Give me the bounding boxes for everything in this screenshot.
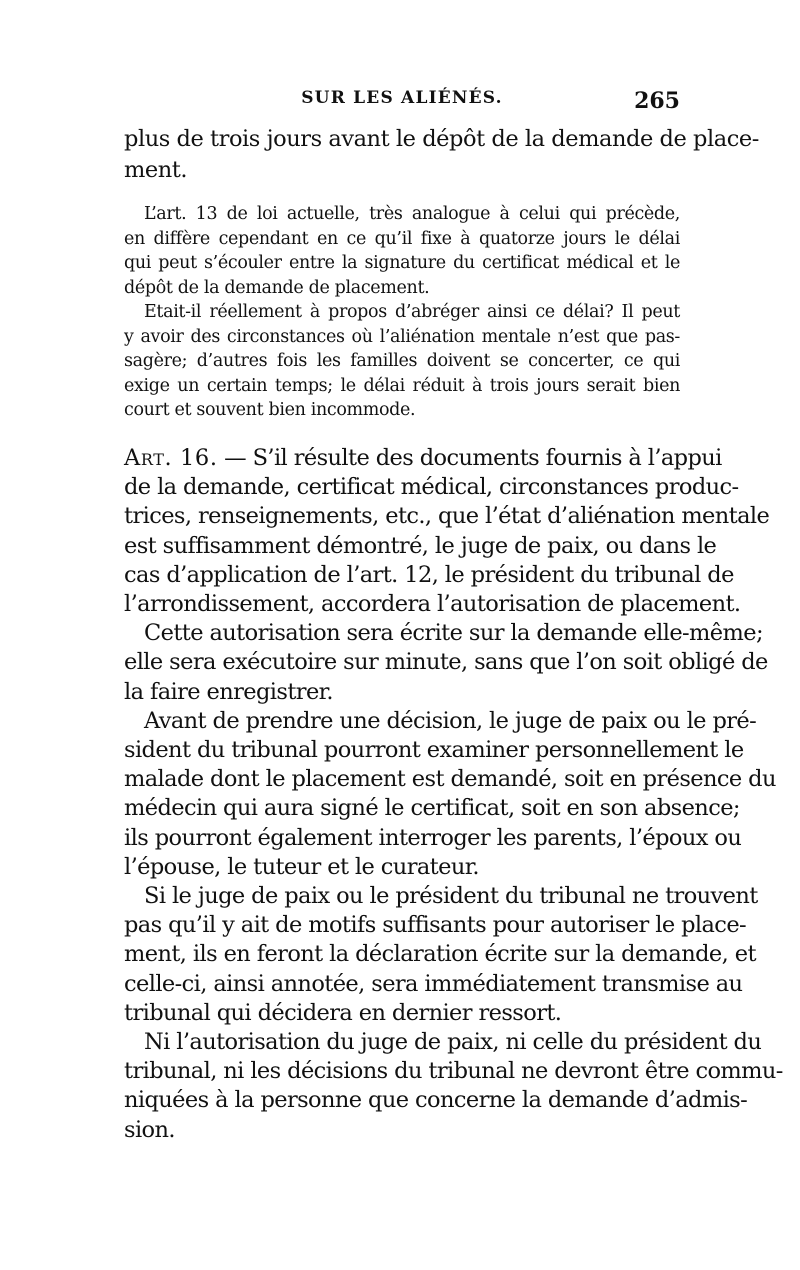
text-line: Etait-il réellement à propos d’abréger ainsi ce délai? Il peut — [144, 302, 680, 322]
text-line: ils pourront également interroger les parents, l’époux ou — [124, 824, 742, 851]
text-line: l’épouse, le tuteur et le curateur. — [124, 853, 479, 880]
text-line: la faire enregistrer. — [124, 678, 333, 705]
text-line: qui peut s’écouler entre la signature du certificat médical et le — [124, 253, 680, 273]
text-line: pas qu’il y ait de motifs suffisants pour autoriser le place- — [124, 912, 747, 939]
text-line: Avant de prendre une décision, le juge de paix ou le pré- — [144, 707, 757, 734]
text-line: en diffère cependant en ce qu’il fixe à quatorze jours le délai — [124, 228, 680, 249]
text-line: Cette autorisation sera écrite sur la demande elle-même; — [144, 620, 763, 647]
text-line: niquées à la personne que concerne la demande d’admis- — [124, 1087, 748, 1114]
text-line: elle sera exécutoire sur minute, sans que l’on soit obligé de — [124, 649, 768, 676]
text-line: L’art. 13 de loi actuelle, très analogue à celui qui précède, — [144, 204, 680, 224]
text-line: sion. — [124, 1116, 175, 1143]
text-line: de la demande, certificat médical, circonstances produc- — [124, 474, 739, 501]
text-line: ment, ils en feront la déclaration écrite sur la demande, et — [124, 941, 756, 968]
text-line: dépôt de la demande de placement. — [124, 277, 430, 298]
text-line: plus de trois jours avant le dépôt de la demande de place- — [124, 126, 759, 152]
page-number: 265 — [634, 88, 680, 114]
article-16 — [124, 444, 783, 1145]
text-line: y avoir des circonstances où l’aliénation mentale n’est que pas- — [124, 326, 680, 347]
text-line: Ni l’autorisation du juge de paix, ni celle du président du — [144, 1029, 762, 1056]
text-line: celle-ci, ainsi annotée, sera immédiatement transmise au — [124, 970, 743, 997]
text-line: Si le juge de paix ou le président du tribunal ne trouvent — [144, 883, 758, 910]
article-heading-line — [124, 444, 722, 473]
text-line: tribunal, ni les décisions du tribunal ne devront être commu- — [124, 1058, 783, 1085]
running-head — [124, 88, 680, 118]
text-line: ment. — [124, 157, 188, 183]
text-line: tribunal qui décidera en dernier ressort. — [124, 999, 562, 1026]
text-line: est suffisamment démontré, le juge de paix, ou dans le — [124, 532, 717, 559]
text-line: sagère; d’autres fois les familles doivent se concerter, ce qui — [124, 351, 680, 371]
text-line: sident du tribunal pourront examiner personnellement le — [124, 737, 744, 764]
text-line: l’arrondissement, accordera l’autorisation de placement. — [124, 591, 741, 618]
article-first-line-text: — S’il résulte des documents fournis à l’appui — [217, 445, 722, 471]
opening-paragraph — [124, 124, 759, 186]
running-title: SUR LES ALIÉNÉS. — [301, 88, 503, 108]
text-line: médecin qui aura signé le certificat, soit en son absence; — [124, 795, 740, 822]
text-line: trices, renseignements, etc., que l’état d’aliénation mentale — [124, 503, 770, 530]
article-label: Art. 16. — [124, 445, 218, 471]
text-line: malade dont le placement est demandé, soit en présence du — [124, 766, 776, 793]
text-line: court et souvent bien incommode. — [124, 400, 416, 420]
commentary-note — [124, 202, 680, 423]
text-line: cas d’application de l’art. 12, le président du tribunal de — [124, 561, 734, 588]
text-line: exige un certain temps; le délai réduit à trois jours serait bien — [124, 375, 680, 396]
